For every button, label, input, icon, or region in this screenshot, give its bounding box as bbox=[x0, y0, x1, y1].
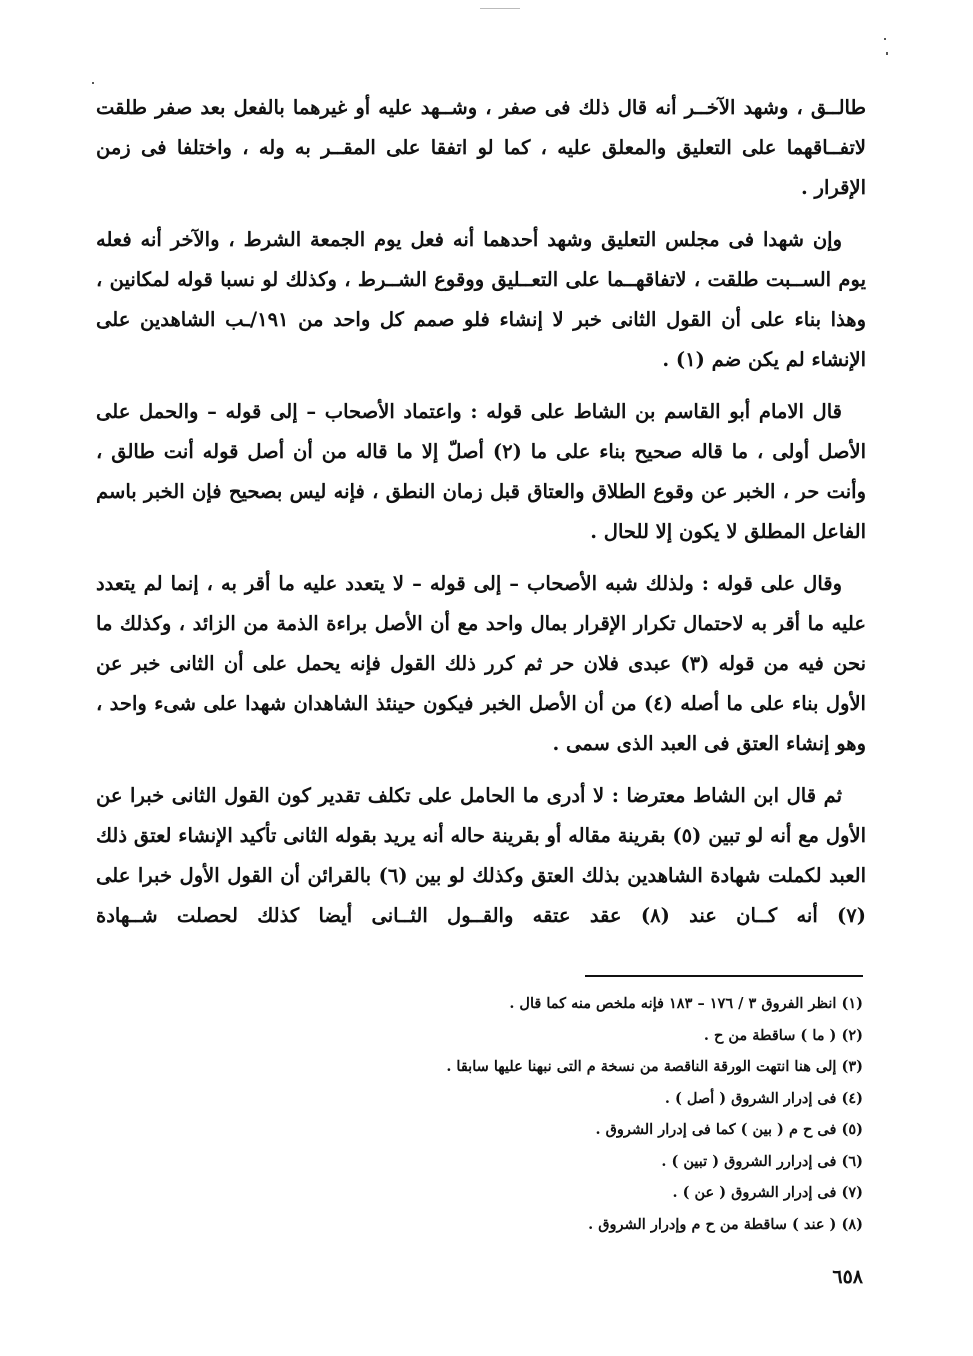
footnotes bbox=[300, 988, 863, 1240]
paragraph bbox=[96, 776, 866, 936]
paragraph-text: قال الامام أبو القاسم بن الشاط على قوله : واعتماد الأصحاب – إلى قوله – والحمل على الأصل أولى ، ما قاله صحيح بناء على ما (٢) أصلّ إلا ما قاله من أن أصل قوله أنت طالق ، وأنت حر ، الخبر عن وقوع الطلاق والعتاق قبل زمان النطق ، فإنه ليس بصحيح فإن الخبر باسم الفاعل المطلق لا يكون إلا للحال . bbox=[96, 400, 867, 543]
paragraph-text: وإن شهدا فى مجلس التعليق وشهد أحدهما أنه فعل يوم الجمعة الشرط ، والآخر أنه فعله يوم الســبت طلقت ، لاتفاقهــما على التعــليق ووقوع الشــرط ، وكذلك لو نسبا قوله لمكانين ، وهذا بناء على أن القول الثانى خبر لا إنشاء فلو صمم كل واحد من ١٩١/ـب الشاهدين على الإنشاء لم يكن ضم (١) . bbox=[96, 228, 867, 371]
footnote: (١) انظر الفروق ٣ / ١٧٦ – ١٨٣ فإنه ملخص منه كما قال . bbox=[509, 995, 863, 1012]
footnote: (٢) ( ما ) ساقطة من ح . bbox=[703, 1026, 863, 1044]
scan-speck bbox=[92, 82, 94, 84]
scan-speck bbox=[480, 8, 520, 9]
footnote: (٧) فى إدرار الشروق ( عن ) . bbox=[672, 1184, 863, 1201]
footnote: (٦) فى إدرارر الشروق ( تبين ) . bbox=[661, 1152, 863, 1170]
paragraph bbox=[96, 564, 866, 764]
paragraph-text: وقال على قوله : ولذلك شبه الأصحاب – إلى قوله – لا يتعدد عليه ما أقر به ، إنما لم يتعدد عليه ما أقر به لاحتمال تكرار الإقرار بمال واحد مع أن الأصل براءة الذمة من الزائد ، وكذلك ما نحن فيه من قوله (٣) عبدى فلان حر ثم كرر ذلك القول فإنه يحمل على أن الثانى خبر عن الأول بناء على ما أصله (٤) من أن الأصل الخبر فيكون حينئذ الشاهدان شهدا على شىء واحد ، وهو إنشاء العتق فى العبد الذى سمى . bbox=[96, 572, 866, 755]
paragraph-text: ثم قال ابن الشاط معترضا : لا أدرى ما الحامل على تكلف تقدير كون القول الثانى خبرا عن الأول مع أنه لو تبين (٥) بقرينة مقاله أو بقرينة حاله أنه يريد بقوله الثانى تأكيد الإنشاء لعتق ذلك العبد لكملت شهادة الشاهدين بذلك العتق وكذلك لو بين (٦) بالقرائن أن القول الأول خبرا على (٧) أنه كــان عند (٨) عقد عتقه والقــول الثــانى أيضا كذلك لحصلت شــهادة bbox=[96, 784, 867, 927]
paragraph bbox=[96, 220, 866, 380]
page-number: ٦٥٨ bbox=[832, 1266, 863, 1288]
paragraph: طالــق ، وشهد الآخــر أنه قال ذلك فى صفر ، وشــهد عليه أو غيرهما بالفعل بعد صفر طلقت لاتفــاقهما على التعليق والمعلق عليه ، كما لو اتفقا على المقــر به وله ، واختلفا فى زمن الإقرار . bbox=[96, 96, 866, 199]
footnote: (٥) فى ح م ( بين ) كما فى إدرار الشروق . bbox=[595, 1121, 863, 1138]
footnote-separator bbox=[585, 975, 863, 977]
footnote: (٣) إلى هنا انتهت الورقة الناقصة من نسخة م التى نبهنا عليها سابقا . bbox=[446, 1058, 863, 1075]
main-text bbox=[96, 88, 866, 948]
paragraph bbox=[96, 392, 866, 552]
footnote: (٤) فى إدرار الشروق ( أصل ) . bbox=[664, 1089, 863, 1107]
scan-speck bbox=[884, 38, 886, 40]
footnote: (٨) ( عند ) ساقطة من ح م وإدرار الشروق . bbox=[588, 1215, 863, 1233]
scan-speck bbox=[886, 52, 888, 55]
